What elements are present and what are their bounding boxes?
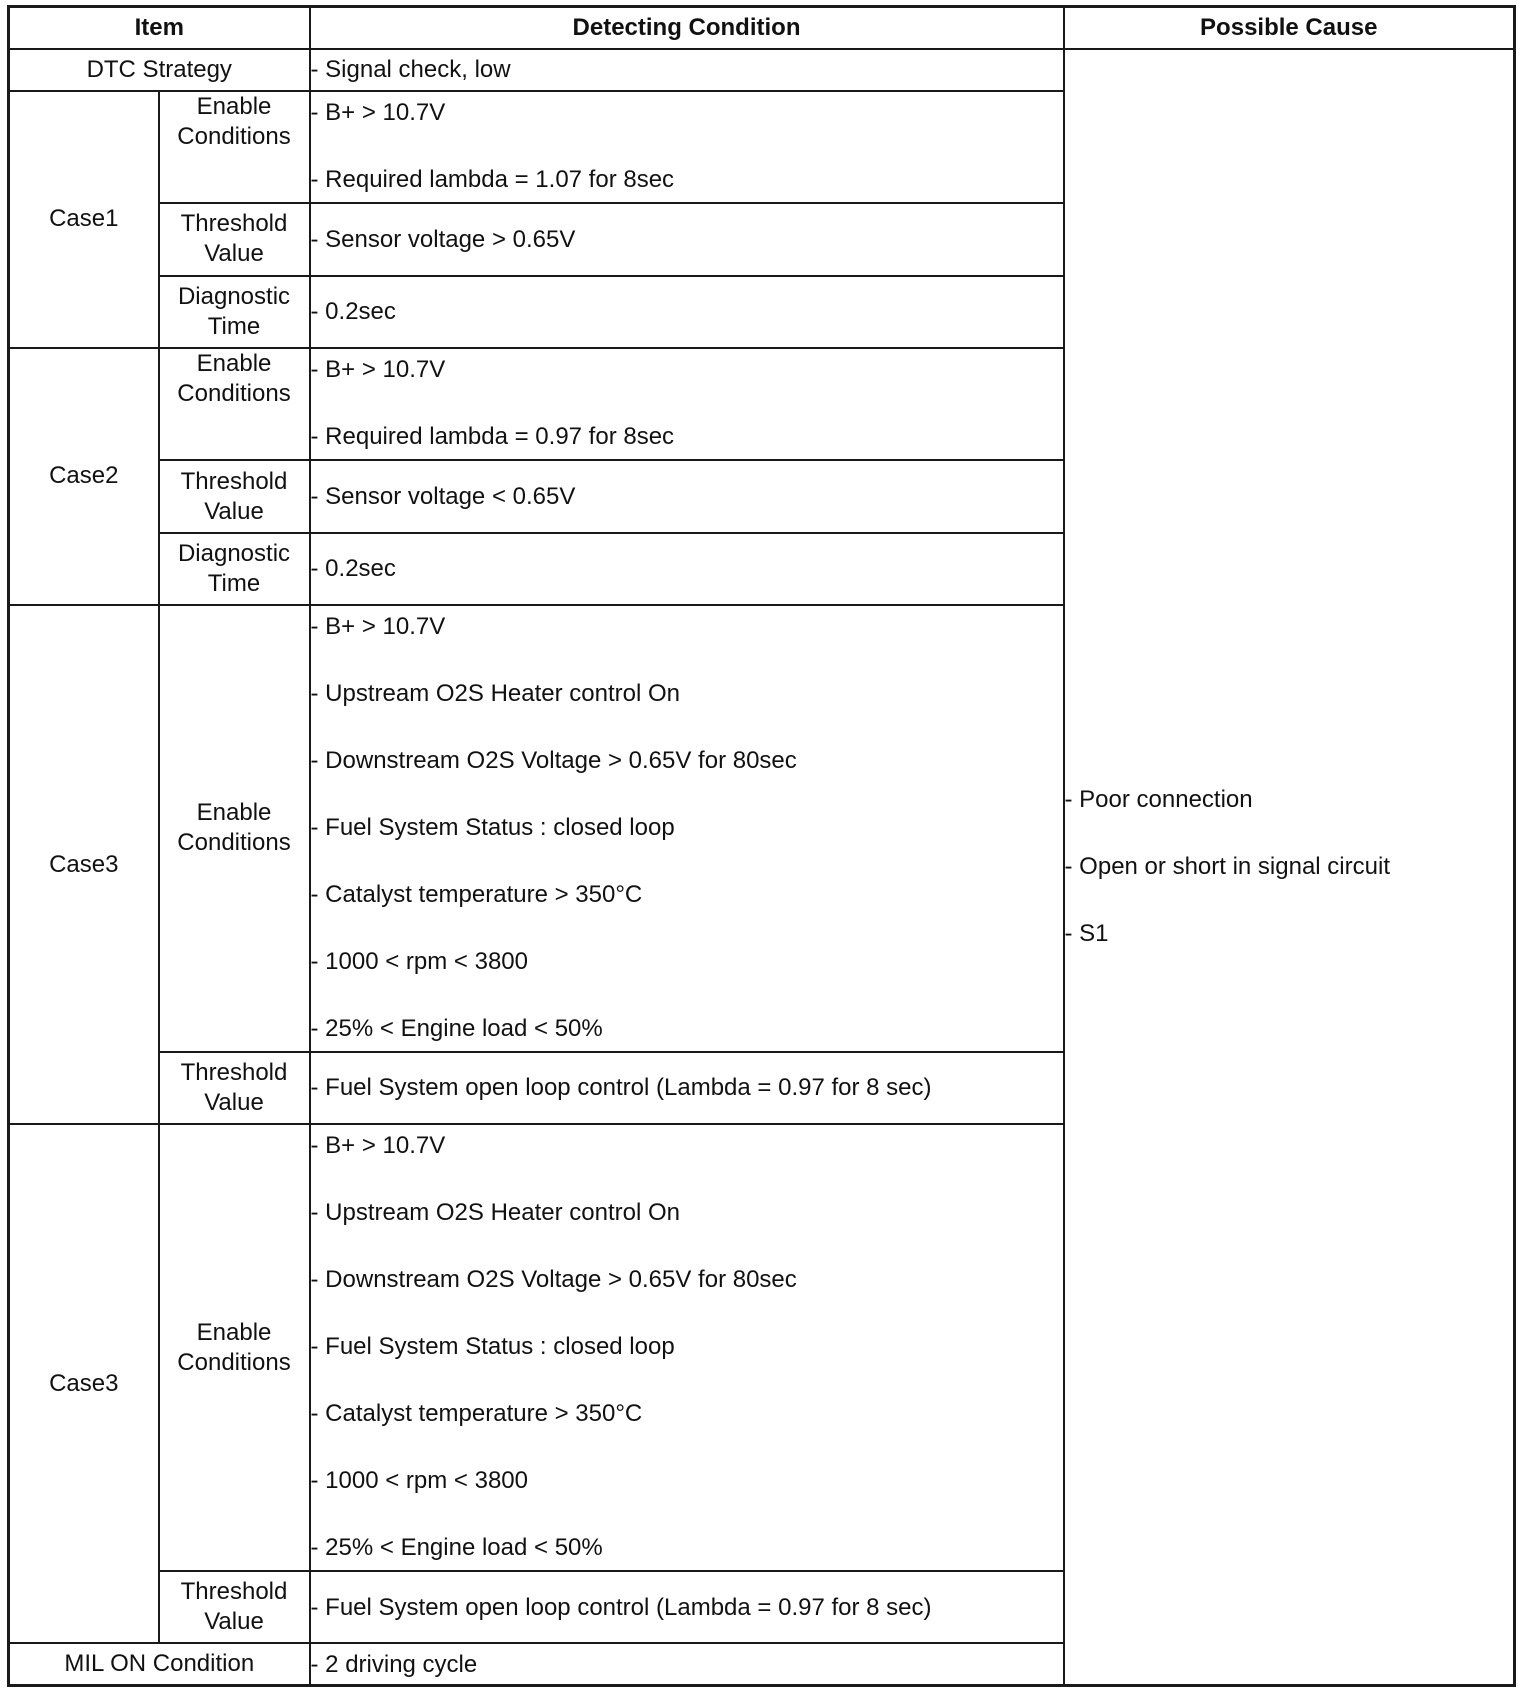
header-detecting-condition: Detecting Condition: [310, 7, 1064, 49]
case3a-enable-label: Enable Conditions: [159, 605, 310, 1052]
header-row: [9, 7, 1515, 49]
case3a-threshold-value: [310, 1052, 1064, 1124]
case3b-enable-conditions: [310, 1124, 1064, 1571]
condition-line: - B+ > 10.7V: [310, 98, 446, 126]
condition-line: - 0.2sec: [310, 298, 396, 326]
case2-enable-conditions: [310, 348, 1064, 460]
case1-threshold-label: Threshold Value: [159, 203, 310, 275]
case2-enable-label: Enable Conditions: [159, 348, 310, 460]
condition-line: - 25% < Engine load < 50%: [310, 1014, 603, 1042]
cause-item: - Open or short in signal circuit: [1064, 853, 1390, 881]
case2-label: Case2: [9, 348, 159, 605]
condition-line: - Fuel System Status : closed loop: [310, 1333, 675, 1361]
header-item: Item: [9, 7, 310, 49]
cause-item: - Poor connection: [1064, 786, 1253, 814]
mil-label: MIL ON Condition: [9, 1643, 310, 1685]
case3b-enable-label: Enable Conditions: [159, 1124, 310, 1571]
condition-line: - Fuel System Status : closed loop: [310, 813, 675, 841]
condition-line: - Required lambda = 1.07 for 8sec: [310, 165, 675, 193]
case3b-threshold-label: Threshold Value: [159, 1571, 310, 1643]
dtc-strategy-text: - Signal check, low: [310, 56, 511, 84]
possible-cause-cell: [1064, 49, 1515, 1686]
condition-line: - 25% < Engine load < 50%: [310, 1534, 603, 1562]
case3b-label: Case3: [9, 1124, 159, 1643]
condition-line: - Sensor voltage > 0.65V: [310, 225, 576, 253]
condition-line: - Fuel System open loop control (Lambda = 0.97 for 8 sec): [310, 1074, 932, 1102]
condition-line: - Downstream O2S Voltage > 0.65V for 80sec: [310, 746, 797, 774]
condition-line: - Upstream O2S Heater control On: [310, 1199, 680, 1227]
dtc-strategy-value: [310, 49, 1064, 91]
case2-threshold-label: Threshold Value: [159, 460, 310, 532]
case1-label: Case1: [9, 91, 159, 348]
case2-diag-label: Diagnostic Time: [159, 533, 310, 605]
dtc-strategy-label: DTC Strategy: [9, 49, 310, 91]
condition-line: - 1000 < rpm < 3800: [310, 947, 528, 975]
case2-diag-value: [310, 533, 1064, 605]
case3a-threshold-label: Threshold Value: [159, 1052, 310, 1124]
condition-line: - Catalyst temperature > 350°C: [310, 880, 643, 908]
condition-line: - Fuel System open loop control (Lambda = 0.97 for 8 sec): [310, 1593, 932, 1621]
case2-threshold-value: [310, 460, 1064, 532]
case1-enable-conditions: [310, 91, 1064, 203]
case3a-enable-conditions: [310, 605, 1064, 1052]
case3b-threshold-value: [310, 1571, 1064, 1643]
header-possible-cause: Possible Cause: [1064, 7, 1515, 49]
case1-enable-label: Enable Conditions: [159, 91, 310, 203]
dtc-table: [7, 5, 1516, 1687]
condition-line: - 1000 < rpm < 3800: [310, 1467, 528, 1495]
mil-value: [310, 1643, 1064, 1685]
condition-line: - B+ > 10.7V: [310, 1132, 446, 1160]
condition-line: - Catalyst temperature > 350°C: [310, 1400, 643, 1428]
case3a-label: Case3: [9, 605, 159, 1124]
condition-line: - B+ > 10.7V: [310, 612, 446, 640]
dtc-strategy-row: [9, 49, 1515, 91]
condition-line: - 0.2sec: [310, 555, 396, 583]
case1-threshold-value: [310, 203, 1064, 275]
condition-line: - Sensor voltage < 0.65V: [310, 483, 576, 511]
condition-line: - 2 driving cycle: [310, 1650, 478, 1678]
cause-item: - S1: [1064, 920, 1109, 948]
condition-line: - Required lambda = 0.97 for 8sec: [310, 422, 675, 450]
condition-line: - Downstream O2S Voltage > 0.65V for 80sec: [310, 1266, 797, 1294]
case1-diag-label: Diagnostic Time: [159, 276, 310, 348]
condition-line: - Upstream O2S Heater control On: [310, 679, 680, 707]
condition-line: - B+ > 10.7V: [310, 355, 446, 383]
case1-diag-value: [310, 276, 1064, 348]
